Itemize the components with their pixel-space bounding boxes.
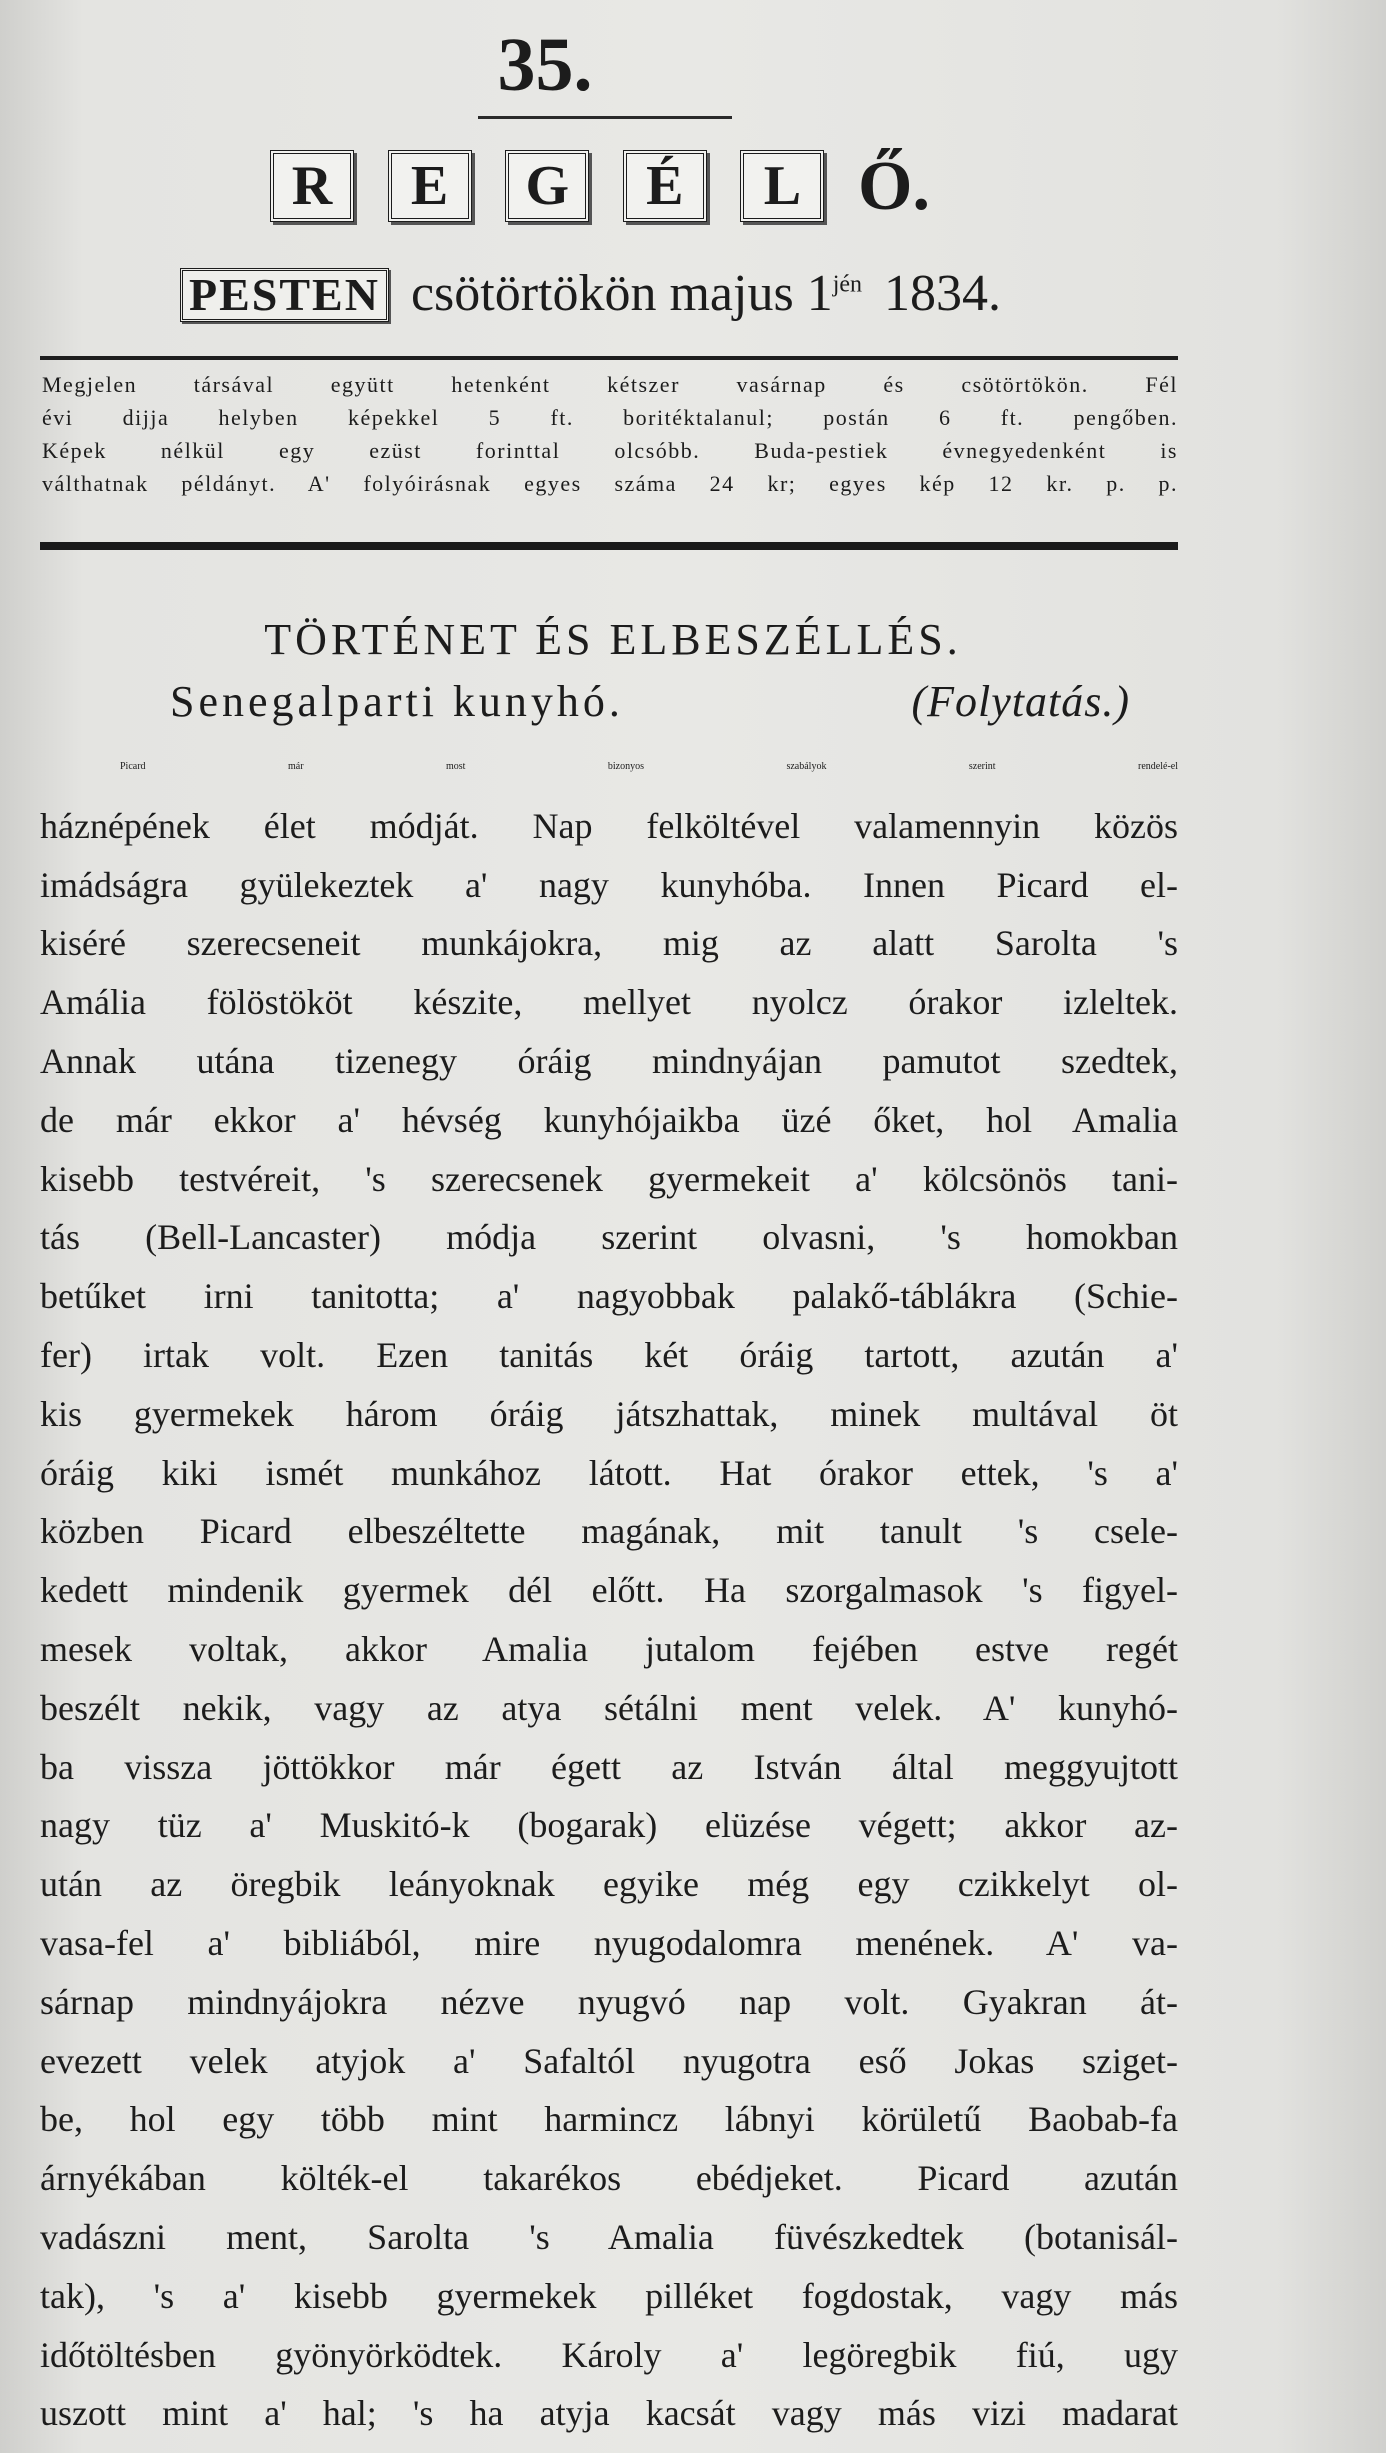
body-line: sárnap mindnyájokra nézve nyugvó nap volt. Gyakran át- [40, 1981, 1178, 2022]
body-line: Amália fölöstököt készite, mellyet nyolcz órakor izleltek. [40, 982, 1178, 1023]
subscription-notice [42, 368, 1178, 500]
body-line: beszélt nekik, vagy az atya sétálni ment velek. A' kunyhó- [40, 1687, 1178, 1728]
body-line: be, hol egy több mint harmincz lábnyi körületű Baobab-fa [40, 2099, 1178, 2140]
date-superscript: jén [832, 271, 863, 298]
body-line: óráig kiki ismét munkához látott. Hat órakor ettek, 's a' [40, 1452, 1178, 1493]
masthead-letter: L [740, 150, 824, 222]
dateline [180, 264, 1080, 323]
body-line: uszott mint a' hal; 's ha atyja kacsát vagy más vizi madarat [40, 2393, 1178, 2434]
notice-rule [40, 542, 1178, 550]
body-line: fer) irtak volt. Ezen tanitás két óráig tartott, azután a' [40, 1334, 1178, 1375]
body-line: után az öregbik leányoknak egyike még egy czikkelyt ol- [40, 1864, 1178, 1905]
body-line: Picard már most bizonyos szabályok szerint rendelé-el [120, 761, 1178, 772]
body-line: kiséré szerecseneit munkájokra, mig az alatt Sarolta 's [40, 923, 1178, 964]
article-subtitle [170, 676, 1130, 727]
masthead-letter: G [505, 150, 589, 222]
notice-line: évi dijja helyben képekkel 5 ft. boritéktalanul; postán 6 ft. pengőben. [42, 405, 1178, 430]
body-line: evezett velek atyjok a' Safaltól nyugotra eső Jokas sziget- [40, 2040, 1178, 2081]
article-body [40, 738, 1178, 2443]
body-line: tás (Bell-Lancaster) módja szerint olvasni, 's homokban [40, 1217, 1178, 1258]
body-line: háznépének élet módját. Nap felköltével valamennyin közös [40, 805, 1178, 846]
date-year: 1834. [884, 265, 1002, 322]
notice-line: Képek nélkül egy ezüst forinttal olcsóbb. Buda-pestiek évnegyedenként is [42, 438, 1178, 463]
body-line: mesek voltak, akkor Amalia jutalom fejében estve regét [40, 1628, 1178, 1669]
masthead-letter: E [388, 150, 472, 222]
masthead-letter: É [623, 150, 707, 222]
masthead-letter: R [270, 150, 354, 222]
notice-line: Megjelen társával együtt hetenként kétszer vasárnap és csötörtökön. Fél [42, 372, 1178, 397]
body-line: ba vissza jöttökkor már égett az István által meggyujtott [40, 1746, 1178, 1787]
body-line: kisebb testvéreit, 's szerecsenek gyermekeit a' kölcsönös tani- [40, 1158, 1178, 1199]
body-line: de már ekkor a' hévség kunyhójaikba üzé őket, hol Amalia [40, 1099, 1178, 1140]
masthead [270, 148, 930, 225]
section-title [0, 614, 1386, 665]
body-line: Annak utána tizenegy óráig mindnyájan pamutot szedtek, [40, 1040, 1178, 1081]
header-rule [40, 356, 1178, 360]
body-line: közben Picard elbeszéltette magának, mit tanult 's csele- [40, 1511, 1178, 1552]
date-day: csötörtökön majus 1 [410, 265, 833, 322]
body-line: árnyékában költék-el takarékos ebédjeket. Picard azután [40, 2158, 1178, 2199]
body-line: tak), 's a' kisebb gyermekek pilléket fogdostak, vagy más [40, 2275, 1178, 2316]
body-line: imádságra gyülekeztek a' nagy kunyhóba. Innen Picard el- [40, 864, 1178, 905]
body-line: kis gyermekek három óráig játszhattak, minek multával öt [40, 1393, 1178, 1434]
body-line: betűket irni tanitotta; a' nagyobbak palakő-táblákra (Schie- [40, 1276, 1178, 1317]
body-line: nagy tüz a' Muskitó-k (bogarak) elüzése végett; akkor az- [40, 1805, 1178, 1846]
notice-line: válthatnak példányt. A' folyóirásnak egyes száma 24 kr; egyes kép 12 kr. p. p. [42, 471, 1178, 496]
body-line: kedett mindenik gyermek dél előtt. Ha szorgalmasok 's figyel- [40, 1570, 1178, 1611]
masthead-letter: Ő. [858, 148, 930, 225]
date-text [411, 264, 862, 323]
issue-number: 35. [497, 23, 593, 107]
body-line: vasa-fel a' bibliából, mire nyugodalomra menének. A' va- [40, 1922, 1178, 1963]
subtitle-text: Senegalparti kunyhó. [170, 677, 624, 726]
body-line: időtöltésben gyönyörködtek. Károly a' legöregbik fiú, ugy [40, 2334, 1178, 2375]
section-title-text: TÖRTÉNET ÉS ELBESZÉLLÉS. [264, 615, 962, 664]
body-line: vadászni ment, Sarolta 's Amalia füvészkedtek (botanisál- [40, 2216, 1178, 2257]
continuation-label: (Folytatás.) [911, 677, 1130, 726]
city-name: PESTEN [180, 268, 389, 322]
issue-rule [478, 116, 732, 119]
